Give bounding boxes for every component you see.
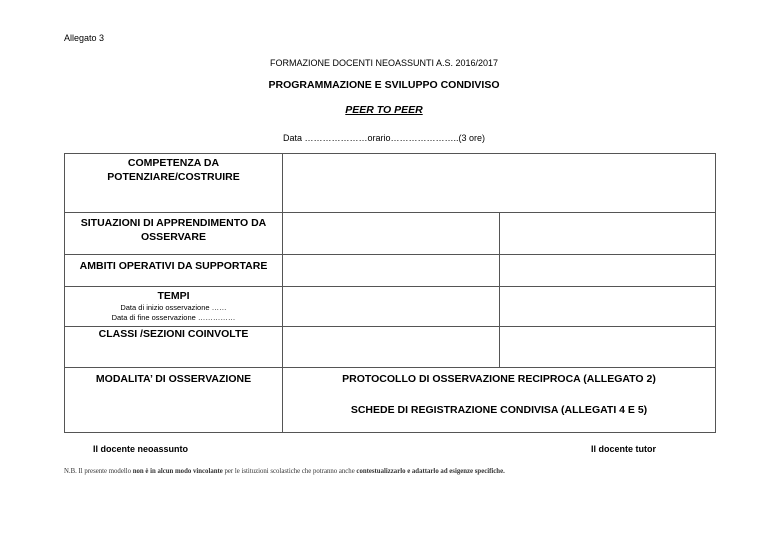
attachment-label: Allegato 3: [64, 33, 105, 43]
situazioni-label-2: OSSERVARE: [141, 231, 206, 243]
label-cell: [65, 213, 283, 255]
situazioni-field-b[interactable]: [500, 213, 716, 255]
course-title: FORMAZIONE DOCENTI NEOASSUNTI A.S. 2016/2017: [269, 58, 499, 68]
competenza-label-2: POTENZIARE/COSTRUIRE: [107, 171, 240, 183]
label-cell: [65, 368, 283, 433]
date-line: Data …………………orario…………………..(3 ore): [282, 133, 486, 143]
classi-field-a[interactable]: [283, 327, 500, 368]
document-subtitle: PEER TO PEER: [345, 104, 423, 116]
label-cell: [65, 154, 283, 213]
row-modalita: [65, 368, 716, 433]
subtitle-wrap: [0, 104, 768, 116]
row-competenza: [65, 154, 716, 213]
tempi-field-a[interactable]: [283, 287, 500, 327]
tempi-label: TEMPI: [157, 290, 190, 302]
row-ambiti: [65, 255, 716, 287]
label-cell: [65, 327, 283, 368]
schede-text: SCHEDE DI REGISTRAZIONE CONDIVISA (ALLEGATI 4 E 5): [350, 404, 648, 416]
footer-note: [64, 468, 505, 475]
signature-neoassunto: Il docente neoassunto: [93, 444, 189, 454]
modalita-field: [283, 368, 716, 433]
tempi-start: Data di inizio osservazione ……: [120, 303, 227, 312]
note-bold-2: contestualizzarlo e adattarlo ad esigenze specifiche.: [356, 468, 505, 475]
row-classi: [65, 327, 716, 368]
ambiti-label: AMBITI OPERATIVI DA SUPPORTARE: [79, 260, 268, 272]
situazioni-label-1: SITUAZIONI DI APPRENDIMENTO DA: [80, 217, 267, 229]
ambiti-field-b[interactable]: [500, 255, 716, 287]
label-cell: [65, 255, 283, 287]
classi-label: CLASSI /SEZIONI COINVOLTE: [98, 328, 249, 340]
modalita-label: MODALITA’ DI OSSERVAZIONE: [95, 373, 252, 385]
classi-field-b[interactable]: [500, 327, 716, 368]
situazioni-field-a[interactable]: [283, 213, 500, 255]
label-cell: [65, 287, 283, 327]
row-tempi: [65, 287, 716, 327]
ambiti-field-a[interactable]: [283, 255, 500, 287]
tempi-end: Data di fine osservazione ……………: [111, 313, 236, 322]
protocollo-text: PROTOCOLLO DI OSSERVAZIONE RECIPROCA (ALLEGATO 2): [342, 373, 656, 385]
document-title: PROGRAMMAZIONE E SVILUPPO CONDIVISO: [268, 79, 500, 91]
row-situazioni: [65, 213, 716, 255]
planning-table: [64, 153, 716, 433]
note-mid: per le istituzioni scolastiche che potranno anche: [222, 468, 357, 475]
note-bold-1: non è in alcun modo vincolante: [132, 468, 223, 475]
competenza-field[interactable]: [283, 154, 716, 213]
tempi-field-b[interactable]: [500, 287, 716, 327]
signature-tutor: Il docente tutor: [591, 444, 656, 454]
note-prefix: N.B. Il presente modello: [64, 468, 133, 475]
competenza-label-1: COMPETENZA DA: [127, 157, 220, 169]
